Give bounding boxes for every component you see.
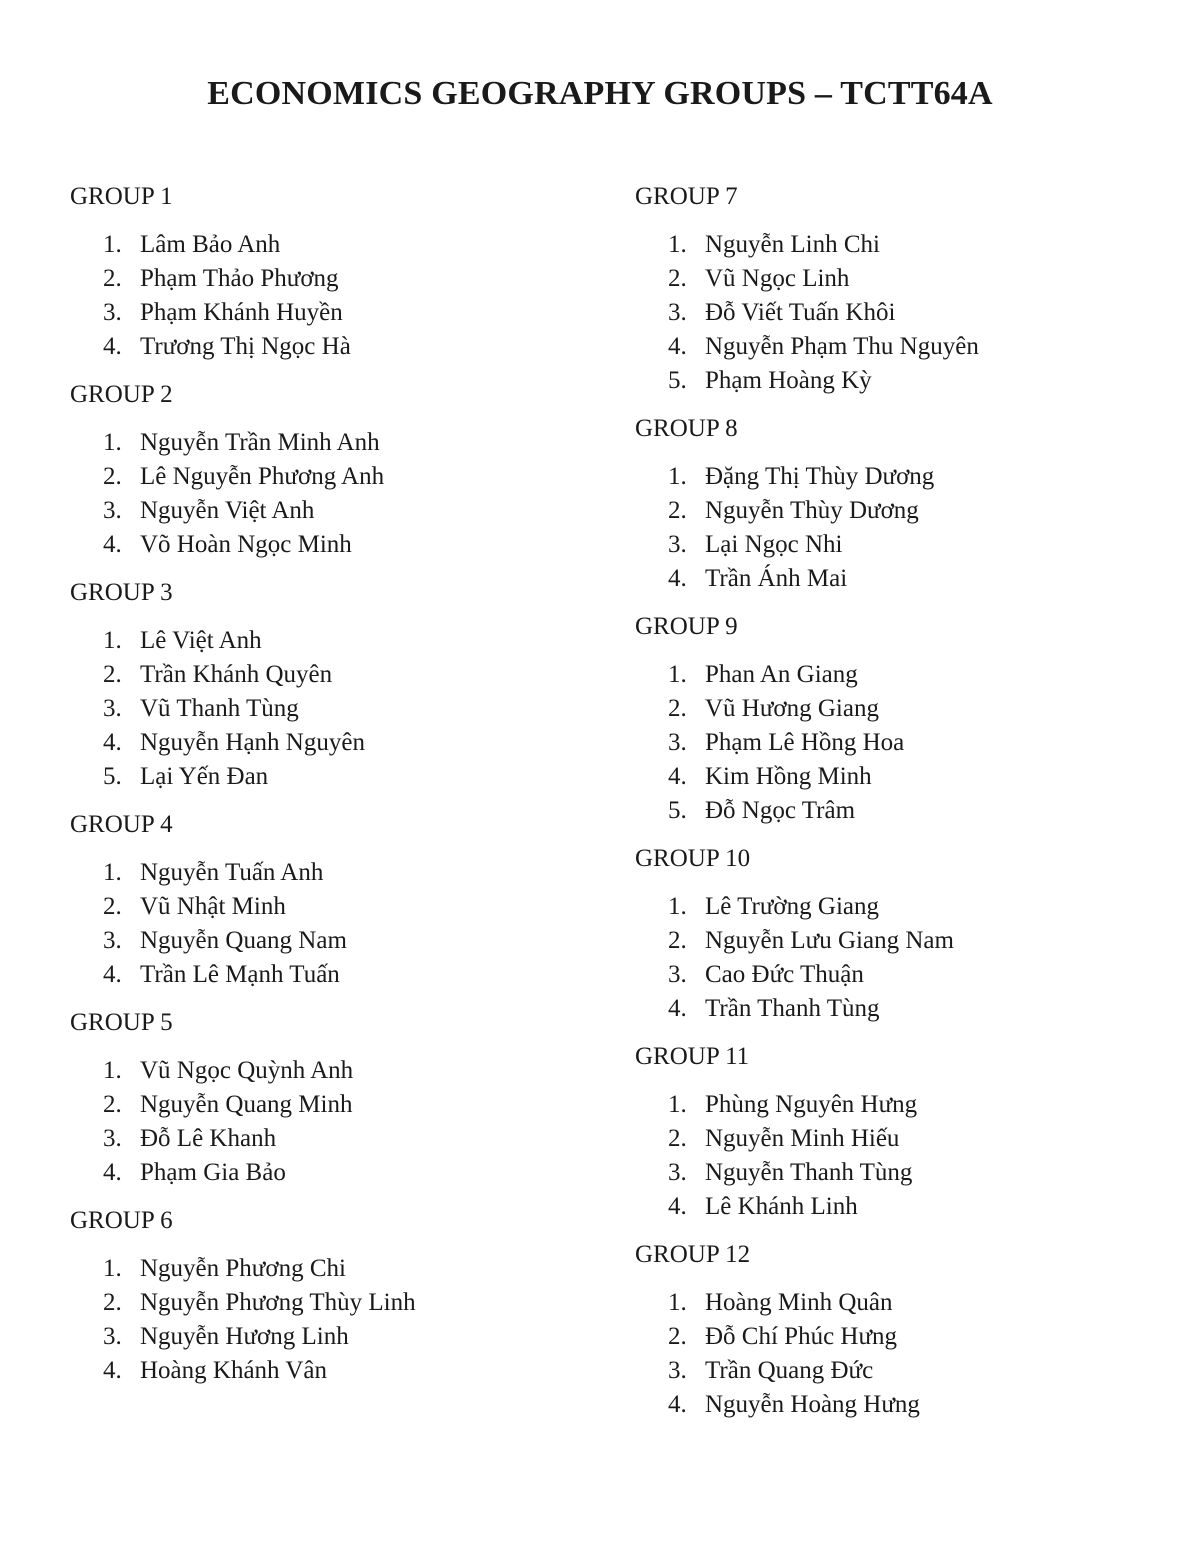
list-item <box>635 1088 1175 1122</box>
list-item <box>70 1320 590 1354</box>
group-heading: GROUP 3 <box>70 579 173 606</box>
list-item-number: 4. <box>668 565 687 592</box>
list-item-number: 2. <box>668 695 687 722</box>
member-list <box>635 460 1175 596</box>
member-list <box>70 228 590 364</box>
list-item-number: 1. <box>103 1255 122 1282</box>
list-item <box>635 562 1175 596</box>
list-item <box>70 460 590 494</box>
group-heading: GROUP 12 <box>635 1241 751 1268</box>
list-item-number: 2. <box>103 265 122 292</box>
list-item <box>70 692 590 726</box>
list-item-number: 2. <box>668 927 687 954</box>
left-column <box>70 180 590 1402</box>
list-item <box>635 1156 1175 1190</box>
group-section <box>635 412 1175 596</box>
member-list <box>70 426 590 562</box>
list-item <box>70 1252 590 1286</box>
member-name: Đỗ Viết Tuấn Khôi <box>705 299 896 326</box>
member-name: Nguyễn Quang Minh <box>140 1091 353 1118</box>
member-name: Nguyễn Phạm Thu Nguyên <box>705 333 979 360</box>
member-name: Phạm Khánh Huyền <box>140 299 343 326</box>
list-item <box>70 624 590 658</box>
list-item <box>70 262 590 296</box>
list-item <box>70 1088 590 1122</box>
member-name: Vũ Thanh Tùng <box>140 695 299 722</box>
group-section <box>70 576 590 794</box>
list-item <box>70 1156 590 1190</box>
member-name: Nguyễn Minh Hiếu <box>705 1125 900 1152</box>
member-list <box>70 1054 590 1190</box>
list-item <box>70 890 590 924</box>
list-item-number: 5. <box>103 763 122 790</box>
group-heading: GROUP 11 <box>635 1043 750 1070</box>
list-item <box>635 528 1175 562</box>
list-item-number: 3. <box>668 729 687 756</box>
member-name: Lê Khánh Linh <box>705 1193 858 1220</box>
member-name: Nguyễn Tuấn Anh <box>140 859 324 886</box>
list-item <box>635 1286 1175 1320</box>
list-item <box>635 658 1175 692</box>
list-item-number: 2. <box>103 661 122 688</box>
list-item <box>635 1354 1175 1388</box>
list-item <box>70 228 590 262</box>
member-name: Lê Trường Giang <box>705 893 879 920</box>
list-item <box>635 330 1175 364</box>
list-item-number: 4. <box>668 763 687 790</box>
member-name: Trần Ánh Mai <box>705 565 848 592</box>
list-item-number: 1. <box>668 661 687 688</box>
list-item-number: 2. <box>103 1289 122 1316</box>
member-list <box>635 1286 1175 1422</box>
list-item-number: 3. <box>668 1159 687 1186</box>
member-name: Vũ Nhật Minh <box>140 893 286 920</box>
member-name: Nguyễn Hạnh Nguyên <box>140 729 365 756</box>
list-item-number: 2. <box>103 893 122 920</box>
list-item-number: 1. <box>103 429 122 456</box>
member-name: Phạm Hoàng Kỳ <box>705 367 872 394</box>
group-heading: GROUP 10 <box>635 845 751 872</box>
member-name: Trần Thanh Tùng <box>705 995 880 1022</box>
group-section <box>635 1040 1175 1224</box>
list-item <box>635 958 1175 992</box>
member-name: Lại Yến Đan <box>140 763 269 790</box>
list-item-number: 2. <box>668 1323 687 1350</box>
list-item-number: 3. <box>103 927 122 954</box>
member-list <box>635 1088 1175 1224</box>
list-item-number: 2. <box>103 1091 122 1118</box>
list-item <box>70 1354 590 1388</box>
list-item <box>70 296 590 330</box>
list-item <box>635 364 1175 398</box>
group-heading: GROUP 7 <box>635 183 738 210</box>
member-list <box>70 1252 590 1388</box>
list-item-number: 1. <box>668 1289 687 1316</box>
list-item-number: 3. <box>668 299 687 326</box>
list-item-number: 3. <box>668 1357 687 1384</box>
member-name: Nguyễn Hương Linh <box>140 1323 349 1350</box>
list-item-number: 4. <box>103 333 122 360</box>
member-name: Lê Nguyễn Phương Anh <box>140 463 385 490</box>
list-item <box>635 692 1175 726</box>
member-name: Cao Đức Thuận <box>705 961 864 988</box>
list-item-number: 1. <box>668 463 687 490</box>
list-item-number: 1. <box>103 859 122 886</box>
list-item <box>635 296 1175 330</box>
member-list <box>635 228 1175 398</box>
member-name: Nguyễn Trần Minh Anh <box>140 429 380 456</box>
member-list <box>70 856 590 992</box>
list-item <box>635 794 1175 828</box>
list-item <box>635 760 1175 794</box>
member-name: Phan An Giang <box>705 661 858 688</box>
member-name: Phạm Thảo Phương <box>140 265 339 292</box>
list-item-number: 3. <box>103 1125 122 1152</box>
list-item <box>635 924 1175 958</box>
member-name: Phùng Nguyên Hưng <box>705 1091 918 1118</box>
member-name: Nguyễn Phương Chi <box>140 1255 346 1282</box>
member-name: Vũ Ngọc Quỳnh Anh <box>140 1057 354 1084</box>
list-item-number: 3. <box>668 531 687 558</box>
list-item-number: 4. <box>668 1391 687 1418</box>
member-name: Nguyễn Việt Anh <box>140 497 315 524</box>
list-item-number: 3. <box>103 497 122 524</box>
list-item-number: 3. <box>103 695 122 722</box>
list-item-number: 4. <box>668 333 687 360</box>
list-item-number: 1. <box>103 627 122 654</box>
member-name: Trần Khánh Quyên <box>140 661 333 688</box>
list-item <box>70 528 590 562</box>
member-list <box>70 624 590 794</box>
list-item-number: 3. <box>103 1323 122 1350</box>
list-item-number: 1. <box>668 893 687 920</box>
member-list <box>635 658 1175 828</box>
list-item <box>635 992 1175 1026</box>
member-name: Lại Ngọc Nhi <box>705 531 843 558</box>
member-name: Lê Việt Anh <box>140 627 262 654</box>
member-name: Đỗ Lê Khanh <box>140 1125 277 1152</box>
list-item <box>70 1286 590 1320</box>
member-name: Nguyễn Hoàng Hưng <box>705 1391 920 1418</box>
list-item-number: 4. <box>103 729 122 756</box>
list-item <box>70 856 590 890</box>
list-item <box>70 426 590 460</box>
member-name: Hoàng Minh Quân <box>705 1289 893 1316</box>
list-item <box>635 1320 1175 1354</box>
member-name: Trần Quang Đức <box>705 1357 874 1384</box>
list-item <box>70 726 590 760</box>
page-title: ECONOMICS GEOGRAPHY GROUPS – TCTT64A <box>207 75 993 112</box>
group-section <box>70 808 590 992</box>
group-section <box>70 378 590 562</box>
member-name: Đỗ Chí Phúc Hưng <box>705 1323 898 1350</box>
group-section <box>70 180 590 364</box>
group-section <box>635 1238 1175 1422</box>
list-item <box>635 228 1175 262</box>
list-item-number: 4. <box>668 995 687 1022</box>
group-heading: GROUP 6 <box>70 1207 173 1234</box>
group-heading: GROUP 1 <box>70 183 173 210</box>
group-section <box>635 842 1175 1026</box>
member-name: Lâm Bảo Anh <box>140 231 281 258</box>
list-item-number: 3. <box>668 961 687 988</box>
list-item <box>70 1054 590 1088</box>
list-item <box>635 460 1175 494</box>
list-item <box>635 1190 1175 1224</box>
list-item <box>70 958 590 992</box>
member-name: Trần Lê Mạnh Tuấn <box>140 961 340 988</box>
group-heading: GROUP 4 <box>70 811 173 838</box>
list-item-number: 2. <box>103 463 122 490</box>
group-heading: GROUP 5 <box>70 1009 173 1036</box>
member-name: Đặng Thị Thùy Dương <box>705 463 935 490</box>
list-item <box>70 658 590 692</box>
list-item-number: 1. <box>668 231 687 258</box>
list-item-number: 1. <box>668 1091 687 1118</box>
list-item <box>70 1122 590 1156</box>
member-name: Nguyễn Phương Thùy Linh <box>140 1289 416 1316</box>
member-name: Vũ Hương Giang <box>705 695 879 722</box>
group-heading: GROUP 9 <box>635 613 738 640</box>
member-name: Nguyễn Lưu Giang Nam <box>705 927 954 954</box>
member-name: Phạm Gia Bảo <box>140 1159 286 1186</box>
group-heading: GROUP 8 <box>635 415 738 442</box>
list-item-number: 5. <box>668 367 687 394</box>
list-item <box>635 1122 1175 1156</box>
list-item-number: 4. <box>103 1159 122 1186</box>
list-item-number: 4. <box>103 961 122 988</box>
list-item-number: 1. <box>103 1057 122 1084</box>
list-item <box>635 890 1175 924</box>
list-item-number: 4. <box>103 531 122 558</box>
list-item <box>70 494 590 528</box>
list-item-number: 4. <box>103 1357 122 1384</box>
member-name: Kim Hồng Minh <box>705 763 872 790</box>
right-column <box>635 180 1175 1436</box>
member-name: Nguyễn Thùy Dương <box>705 497 919 524</box>
member-name: Đỗ Ngọc Trâm <box>705 797 856 824</box>
member-name: Nguyễn Quang Nam <box>140 927 347 954</box>
member-name: Trương Thị Ngọc Hà <box>140 333 351 360</box>
list-item-number: 2. <box>668 1125 687 1152</box>
list-item-number: 2. <box>668 497 687 524</box>
list-item <box>70 760 590 794</box>
group-section <box>635 180 1175 398</box>
list-item <box>635 1388 1175 1422</box>
list-item-number: 3. <box>103 299 122 326</box>
member-name: Nguyễn Linh Chi <box>705 231 880 258</box>
group-section <box>70 1204 590 1388</box>
list-item <box>635 494 1175 528</box>
list-item <box>635 262 1175 296</box>
member-name: Nguyễn Thanh Tùng <box>705 1159 913 1186</box>
list-item <box>70 330 590 364</box>
group-section <box>635 610 1175 828</box>
list-item-number: 4. <box>668 1193 687 1220</box>
list-item <box>70 924 590 958</box>
list-item-number: 1. <box>103 231 122 258</box>
list-item-number: 5. <box>668 797 687 824</box>
member-name: Phạm Lê Hồng Hoa <box>705 729 905 756</box>
member-name: Hoàng Khánh Vân <box>140 1357 327 1384</box>
member-name: Vũ Ngọc Linh <box>705 265 850 292</box>
group-section <box>70 1006 590 1190</box>
member-name: Võ Hoàn Ngọc Minh <box>140 531 352 558</box>
group-heading: GROUP 2 <box>70 381 173 408</box>
list-item <box>635 726 1175 760</box>
member-list <box>635 890 1175 1026</box>
list-item-number: 2. <box>668 265 687 292</box>
